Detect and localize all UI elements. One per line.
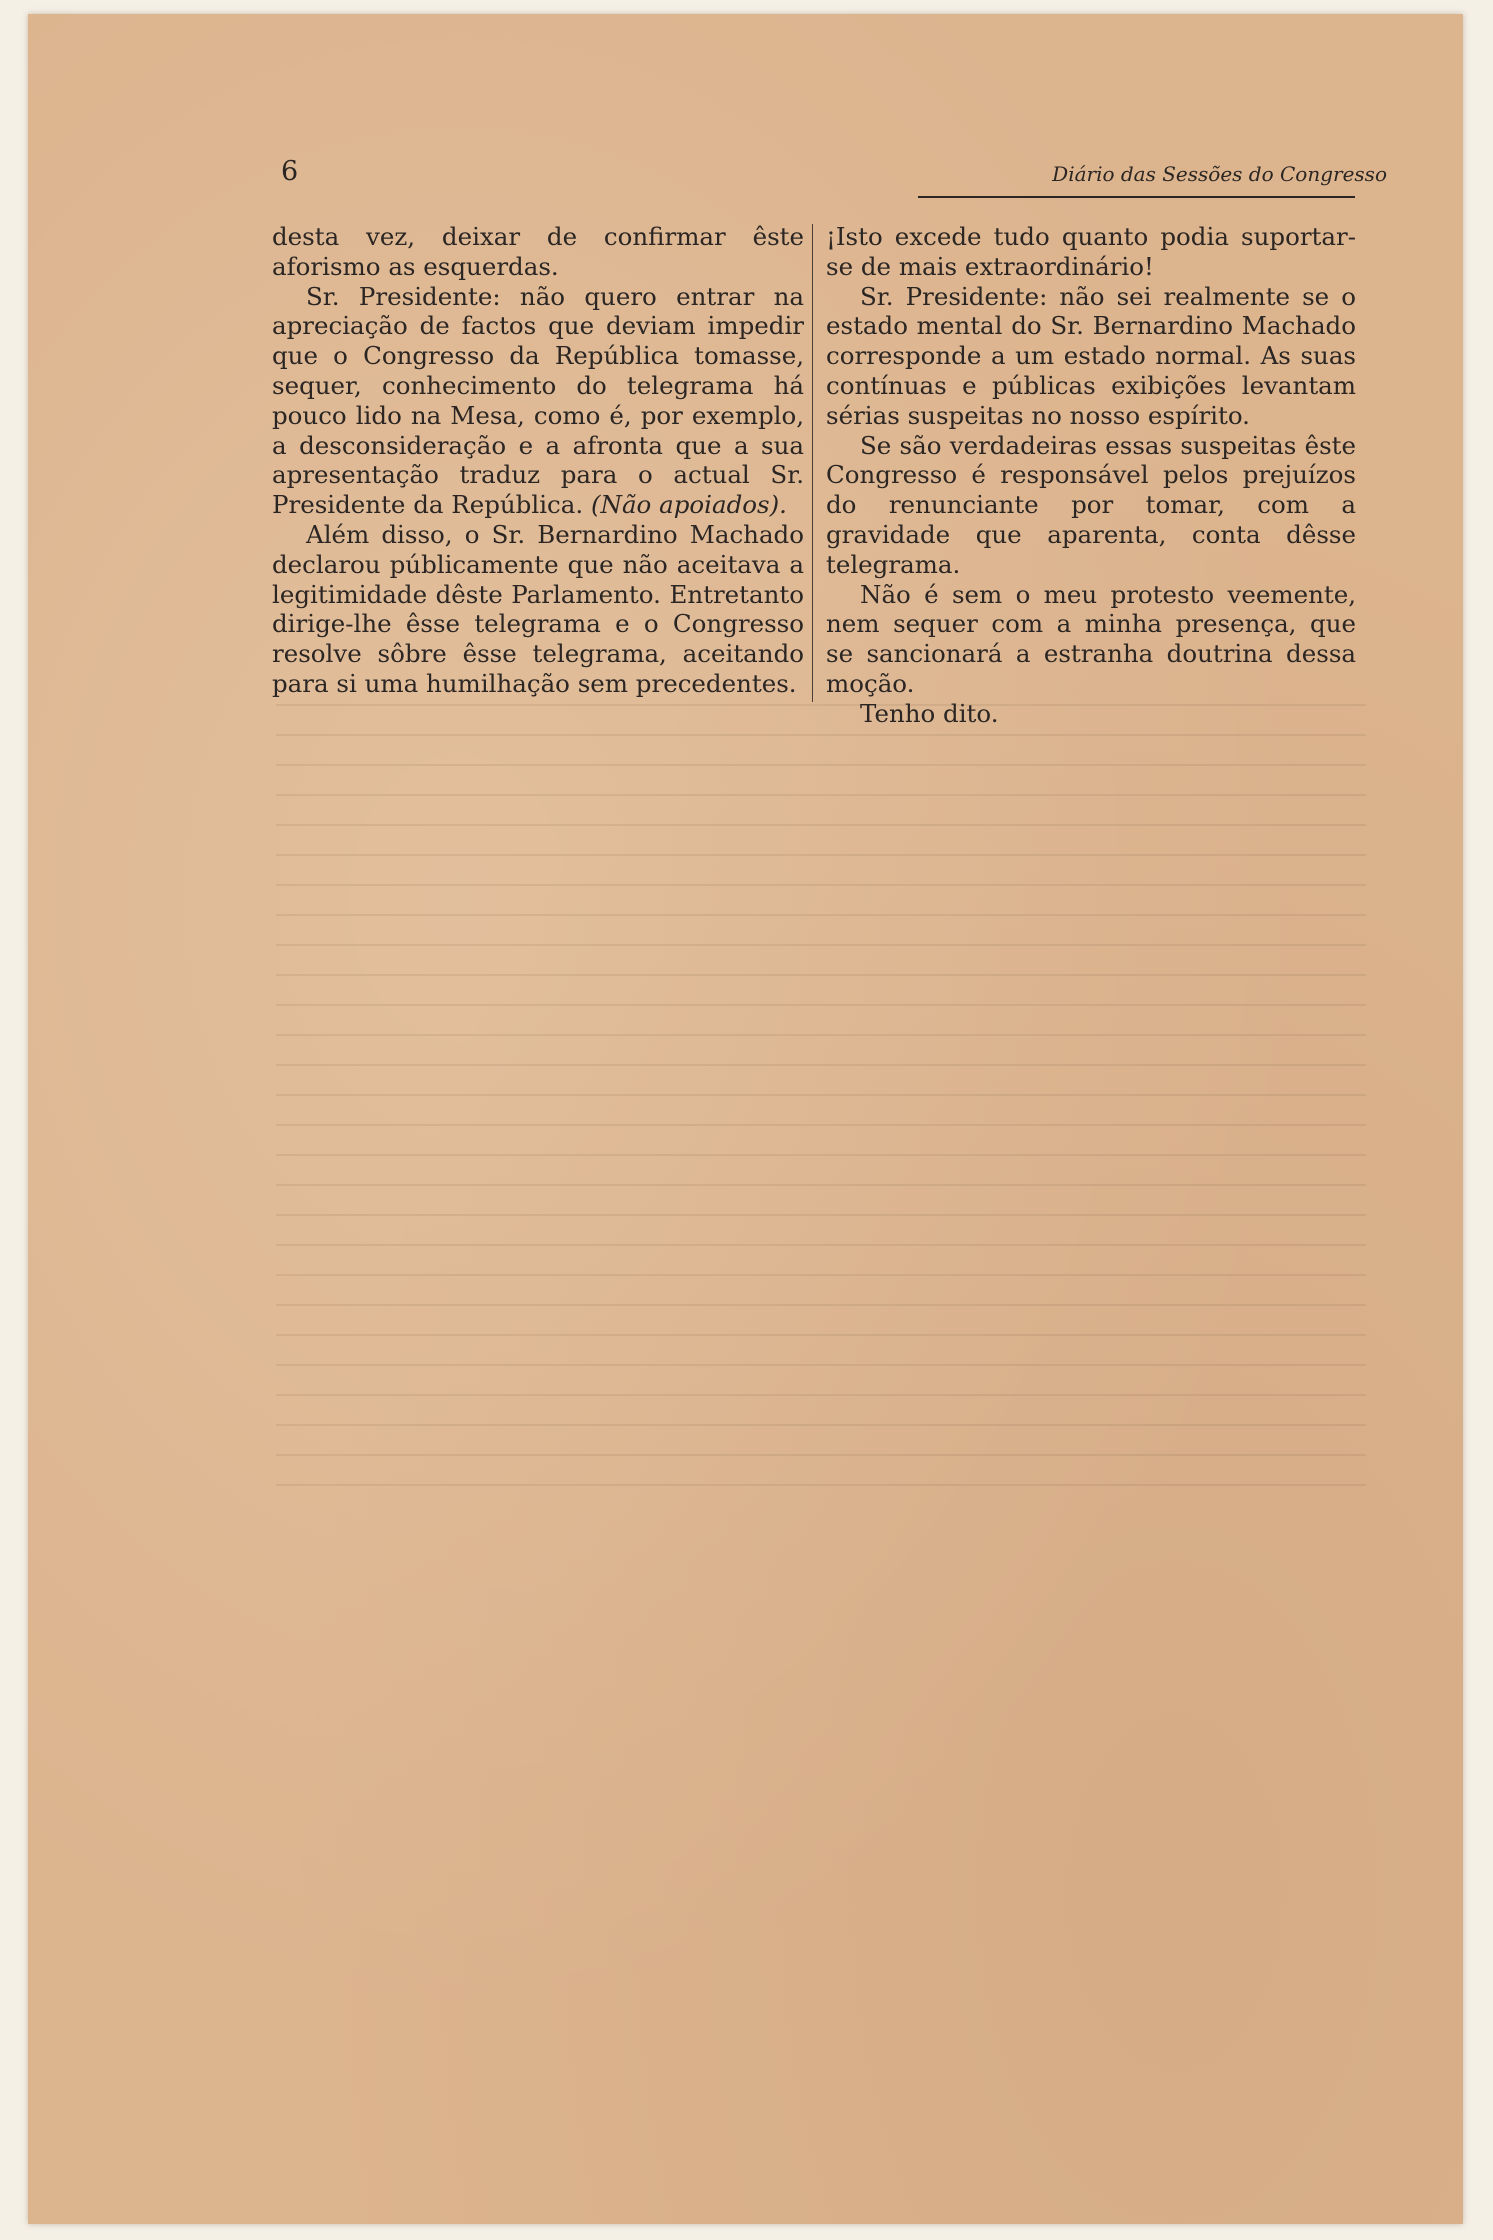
interjection: (Não apoiados). [590, 490, 787, 520]
paragraph: Sr. Presidente: não sei realmente se o estado mental do Sr. Bernardino Machado corresponde a um estado normal. As suas contínuas e públicas exibições levantam sérias suspeitas no nosso espírito. [826, 281, 1356, 430]
page-number: 6 [281, 156, 299, 187]
right-column [826, 222, 1356, 729]
paragraph: Além disso, o Sr. Bernardino Machado declarou públicamente que não aceitava a legitimidade dêste Parlamento. Entretanto dirige-lhe êsse telegrama e o Congresso resolve sôbre êsse telegrama, aceitando para si uma humilhação sem precedentes. [272, 519, 804, 698]
paragraph: Tenho dito. [860, 698, 999, 728]
left-column [272, 222, 804, 699]
show-through-text [276, 704, 1366, 1504]
paragraph: ¡Isto excede tudo quanto podia suportar-se de mais extraordinário! [826, 222, 1356, 281]
header-rule [918, 196, 1355, 198]
paragraph: Se são verdadeiras essas suspeitas êste Congresso é responsável pelos prejuízos do renunciante por tomar, com a gravidade que aparenta, conta dêsse telegrama. [826, 430, 1356, 579]
paragraph [272, 282, 804, 520]
paragraph-text: Sr. Presidente: não quero entrar na apreciação de factos que deviam impedir que o Congresso da República tomasse, sequer, conhecimento do telegrama há pouco lido na Mesa, como é, por exemplo, a desconsideração e a afronta que a sua apresentação traduz para o actual Sr. Presidente da República. [272, 281, 804, 520]
running-title: Diário das Sessões do Congresso [1052, 162, 1387, 186]
paragraph: Não é sem o meu protesto veemente, nem sequer com a minha presença, que se sancionará a estranha doutrina dessa moção. [826, 579, 1356, 698]
paragraph: desta vez, deixar de confirmar êste aforismo as esquerdas. [272, 222, 804, 281]
column-divider [812, 224, 813, 702]
document-page [28, 14, 1463, 2224]
